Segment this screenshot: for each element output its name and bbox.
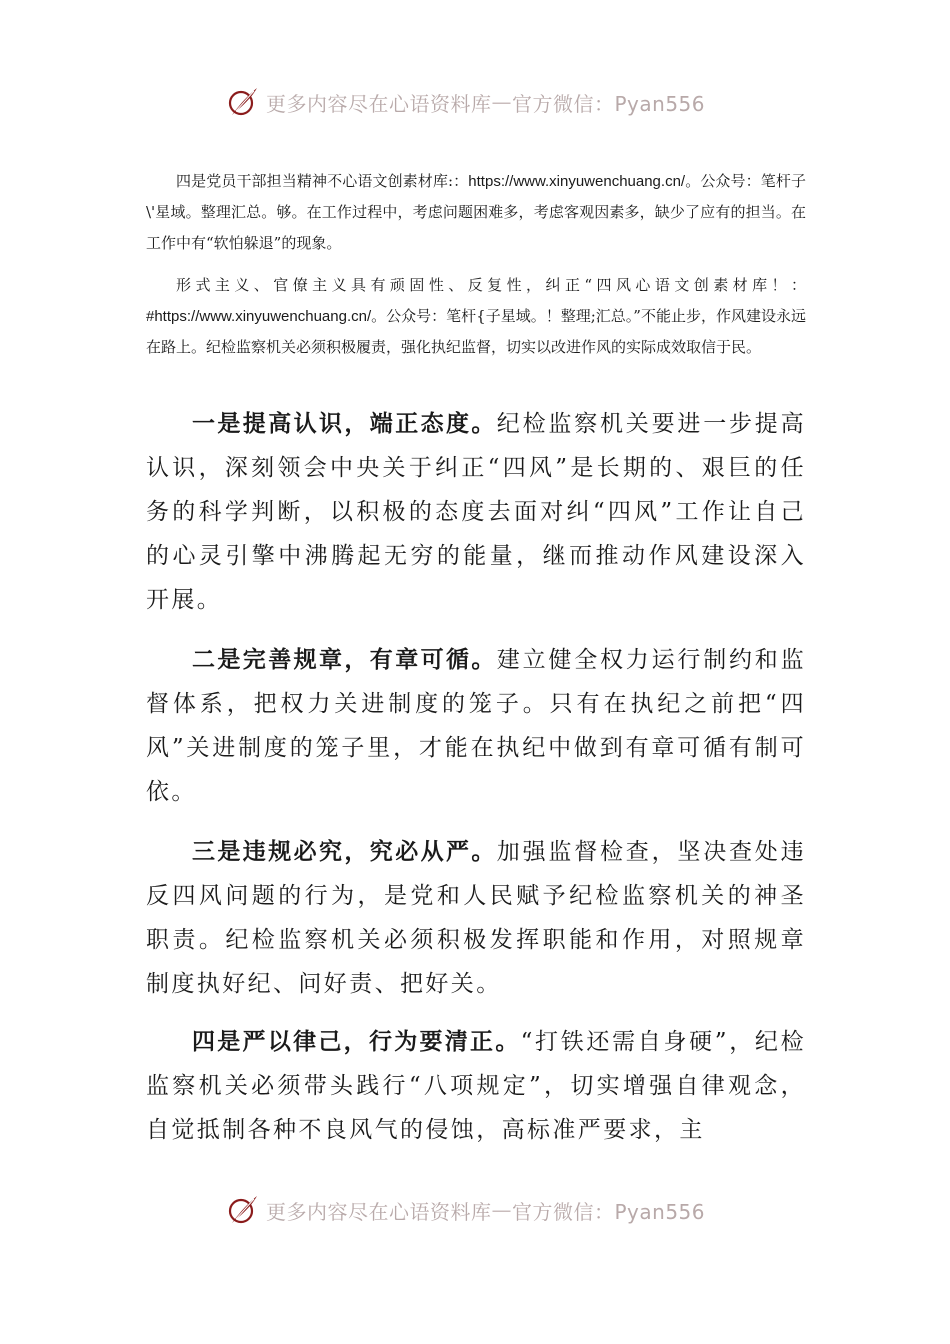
watermark-suffix: 官方微信：Pyan556 (512, 1199, 706, 1224)
small-paragraph-1 (146, 166, 806, 259)
paragraph-body: 纪检监察机关要进一步提高认识，深刻领会中央关于纠正“四风”是长期的、艰巨的任务的科学判断，以积极的态度去面对纠“四风”工作让自己的心灵引擎中沸腾起无穷的能量，继而推动作风建设深入开展。 (146, 411, 806, 613)
paragraph-lead: 四是严以律己，行为要清正。 (192, 1029, 521, 1055)
paragraph-body: “打铁还需自身硬”，纪检监察机关必须带头践行“八项规定”，切实增强自律观念，自觉抵制各种不良风气的侵蚀，高标准严要求，主 (146, 1029, 806, 1143)
main-paragraph-3 (146, 830, 806, 1006)
watermark-suffix: 官方微信：Pyan556 (512, 91, 706, 116)
quill-pen-icon (226, 1193, 260, 1227)
paragraph-body: 加强监督检查，坚决查处违反四风问题的行为，是党和人民赋予纪检监察机关的神圣职责。纪检监察机关必须积极发挥职能和作用，对照规章制度执好纪、问好责、把好关。 (146, 839, 806, 997)
watermark-banner-top (226, 84, 705, 120)
quill-pen-icon (226, 85, 260, 119)
paragraph-text: 。公众号：笔杆{子星域。！整理;汇总。”不能止步，作风建设永远在路上。纪检监察机关必须积极履责，强化执纪监督，切实以改进作风的实际成效取信于民。 (146, 307, 806, 356)
paragraph-url: #https://www.xinyuwenchuang.cn/ (146, 308, 372, 325)
paragraph-text: 。公众号：笔杆子\'星域。整理汇总。够。在工作过程中，考虑问题困难多，考虑客观因素多，缺少了应有的担当。在工作中有“软怕躲退”的现象。 (146, 172, 806, 252)
paragraph-lead: 一是提高认识，端正态度。 (192, 411, 497, 437)
paragraph-lead: 三是违规必究，究必从严。 (192, 839, 497, 865)
watermark-text: 更多内容尽在心语资料库 (266, 91, 492, 116)
main-paragraph-4 (146, 1020, 806, 1152)
paragraph-lead: 二是完善规章，有章可循。 (192, 647, 497, 673)
watermark-banner-bottom (226, 1192, 705, 1228)
watermark-dash: — (491, 1198, 512, 1222)
paragraph-body: 建立健全权力运行制约和监督体系，把权力关进制度的笼子。只有在执纪之前把“四风”关进制度的笼子里，才能在执纪中做到有章可循有制可依。 (146, 647, 806, 805)
main-paragraph-1 (146, 402, 806, 622)
paragraph-text: 四是党员干部担当精神不心语文创素材库:： (176, 172, 469, 190)
small-paragraph-2 (146, 270, 806, 363)
watermark-text: 更多内容尽在心语资料库 (266, 1199, 492, 1224)
paragraph-text: 形式主义、官僚主义具有顽固性、反复性，纠正“四风心语文创素材库！： (176, 276, 806, 294)
main-paragraph-2 (146, 638, 806, 814)
watermark-dash: — (491, 90, 512, 114)
paragraph-url: https://www.xinyuwenchuang.cn/ (468, 173, 686, 190)
